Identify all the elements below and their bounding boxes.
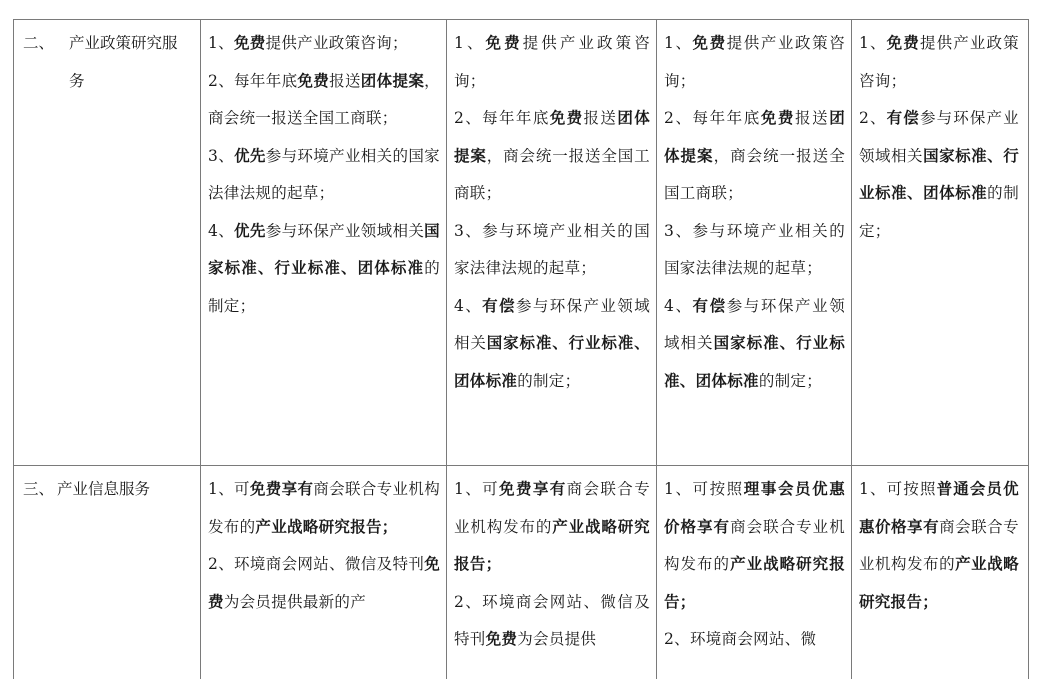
cell-bold-text: 产业战略研究报告； [664,555,845,611]
cell-paragraph [664,213,845,288]
cell-text: 3、 [208,146,235,165]
cell-text: 参与环保产业领域相关 [664,296,845,352]
col-divider [656,19,657,679]
cell-text: 的制定； [758,371,823,390]
cell-bold-text: 免费 [485,34,523,52]
cell-text: ，商会统一报送全国工商联； [208,71,440,127]
cell-paragraph [208,138,440,213]
cell-text: 1、 [454,34,486,52]
cell-paragraph [664,100,845,213]
cell-text: 报送 [329,71,361,90]
cell-bold-text: 产业战略研究报告； [255,517,398,536]
cell-text: 4、 [664,296,693,315]
cell-paragraph [664,621,845,659]
row-label-number: 三、 [23,480,55,498]
cell-text: 2、每年年底 [208,71,298,90]
cell-text: 报送 [583,109,618,127]
cell-row1-col1 [208,25,440,325]
cell-text: 1、可 [208,480,250,498]
cell-bold-text: 国家标准、行业标准、团体标准 [208,221,440,277]
cell-text: 商会联合专业机构发布的 [859,517,1019,573]
cell-text: 参与环保产业领域相关 [859,109,1019,165]
cell-bold-text: 国家标准、行业标准、团体标准 [664,334,845,390]
col-divider [851,19,852,679]
cell-paragraph [208,546,440,621]
cell-bold-text: 有偿 [886,109,920,127]
cell-text: 1、可按照 [859,480,937,498]
cell-bold-text: 有偿 [692,296,727,315]
cell-bold-text: 免费 [692,34,727,52]
cell-bold-text: 优先 [234,146,266,165]
cell-text: 1、可 [454,480,500,498]
cell-paragraph [454,288,650,401]
cell-text: 1、 [208,34,234,52]
cell-text: 提供产业政策咨询； [454,34,650,90]
cell-bold-text: 国家标准、行业标准、团体标准 [454,334,650,390]
cell-text: 4、 [454,296,483,315]
cell-paragraph [454,584,650,659]
cell-bold-text: 免费 [297,71,330,90]
cell-bold-text: 有偿 [482,296,516,315]
cell-text: 商会联合专业机构发布的 [208,480,441,536]
cell-paragraph [859,100,1019,250]
cell-paragraph [454,213,650,288]
cell-paragraph [664,288,845,401]
cell-paragraph [664,25,845,100]
cell-text: 2、每年年底 [664,109,761,127]
cell-text: 参与环保产业领域相关 [265,221,425,240]
cell-text: 2、环境商会网站、微信及特刊 [208,555,425,573]
cell-text: 4、 [208,221,235,240]
cell-paragraph [454,25,650,100]
cell-paragraph [208,471,440,546]
cell-row1-col2 [454,25,650,400]
cell-bold-text: 优先 [234,221,266,240]
row-label-title: 产业信息服务 [57,480,151,498]
cell-text: 提供产业政策咨询； [265,34,408,52]
cell-text: 2、每年年底 [454,109,550,127]
cell-text: 提供产业政策咨询； [859,34,1019,90]
cell-row2-col3 [664,471,845,659]
cell-text: 3、参与环境产业相关的国家法律法规的起草； [454,221,650,277]
cell-paragraph [208,25,440,63]
cell-paragraph [664,471,845,621]
cell-text: 的制定； [859,184,1019,240]
cell-bold-text: 团体提案 [664,109,845,165]
cell-bold-text: 免费 [886,34,920,52]
cell-text: 1、 [859,34,887,52]
cell-text: 提供产业政策咨询； [664,34,845,90]
cell-bold-text: 产业战略研究报告； [859,555,1019,611]
cell-paragraph [208,63,440,138]
cell-bold-text: 免费 [760,109,796,127]
cell-text: 报送 [795,109,830,127]
cell-text: ，商会统一报送全国工商联； [454,146,650,202]
cell-bold-text: 免费 [233,34,266,52]
row-label-title: 产业政策研究服务 [69,34,178,90]
cell-bold-text: 免费享有 [499,480,567,498]
cell-bold-text: 普通会员优惠价格享有 [859,480,1019,536]
cell-paragraph [454,100,650,213]
cell-paragraph [208,213,440,326]
cell-paragraph [454,471,650,584]
cell-text: 2、环境商会网站、微 [664,630,817,648]
cell-bold-text: 国家标准、行业标准、团体标准 [859,146,1019,202]
cell-row1-col3 [664,25,845,400]
col-divider [200,19,201,679]
cell-bold-text: 免费 [208,555,440,611]
cell-bold-text: 团体提案 [360,71,425,90]
cell-text: 参与环保产业领域相关 [454,296,650,352]
cell-text: 的制定； [517,371,581,390]
cell-row2-col2 [454,471,650,659]
row-label-number: 二、 [23,34,55,52]
cell-text: ，商会统一报送全国工商联； [664,146,845,202]
cell-row2-col1 [208,471,440,621]
row-divider [13,465,1029,466]
cell-text: 3、参与环境产业相关的国家法律法规的起草； [664,221,845,277]
cell-text: 参与环境产业相关的国家法律法规的起草； [208,146,440,202]
table-border-top [13,19,1029,20]
col-divider [446,19,447,679]
cell-bold-text: 团体提案 [454,109,651,165]
cell-paragraph [859,471,1019,621]
benefits-table [13,19,1029,679]
cell-bold-text: 免费享有 [249,480,314,498]
table-border-left [13,19,14,679]
cell-text: 为会员提供 [517,630,597,648]
cell-paragraph [859,25,1019,100]
cell-bold-text: 理事会员优惠价格享有 [664,480,845,536]
cell-row2-col4 [859,471,1019,621]
cell-text: 1、 [664,34,693,52]
table-border-right [1028,19,1029,679]
cell-text: 商会联合专业机构发布的 [454,480,650,536]
cell-text: 1、可按照 [664,480,744,498]
cell-bold-text: 产业战略研究报告； [454,517,650,573]
cell-text: 为会员提供最新的产 [223,592,367,611]
cell-text: 的制定； [208,259,440,315]
cell-row1-col4 [859,25,1019,250]
cell-text: 2、环境商会网站、微信及特刊 [454,592,650,648]
cell-bold-text: 免费 [485,630,518,648]
cell-text: 2、 [859,109,887,127]
cell-bold-text: 免费 [549,109,584,127]
cell-text: 商会联合专业机构发布的 [664,517,845,573]
